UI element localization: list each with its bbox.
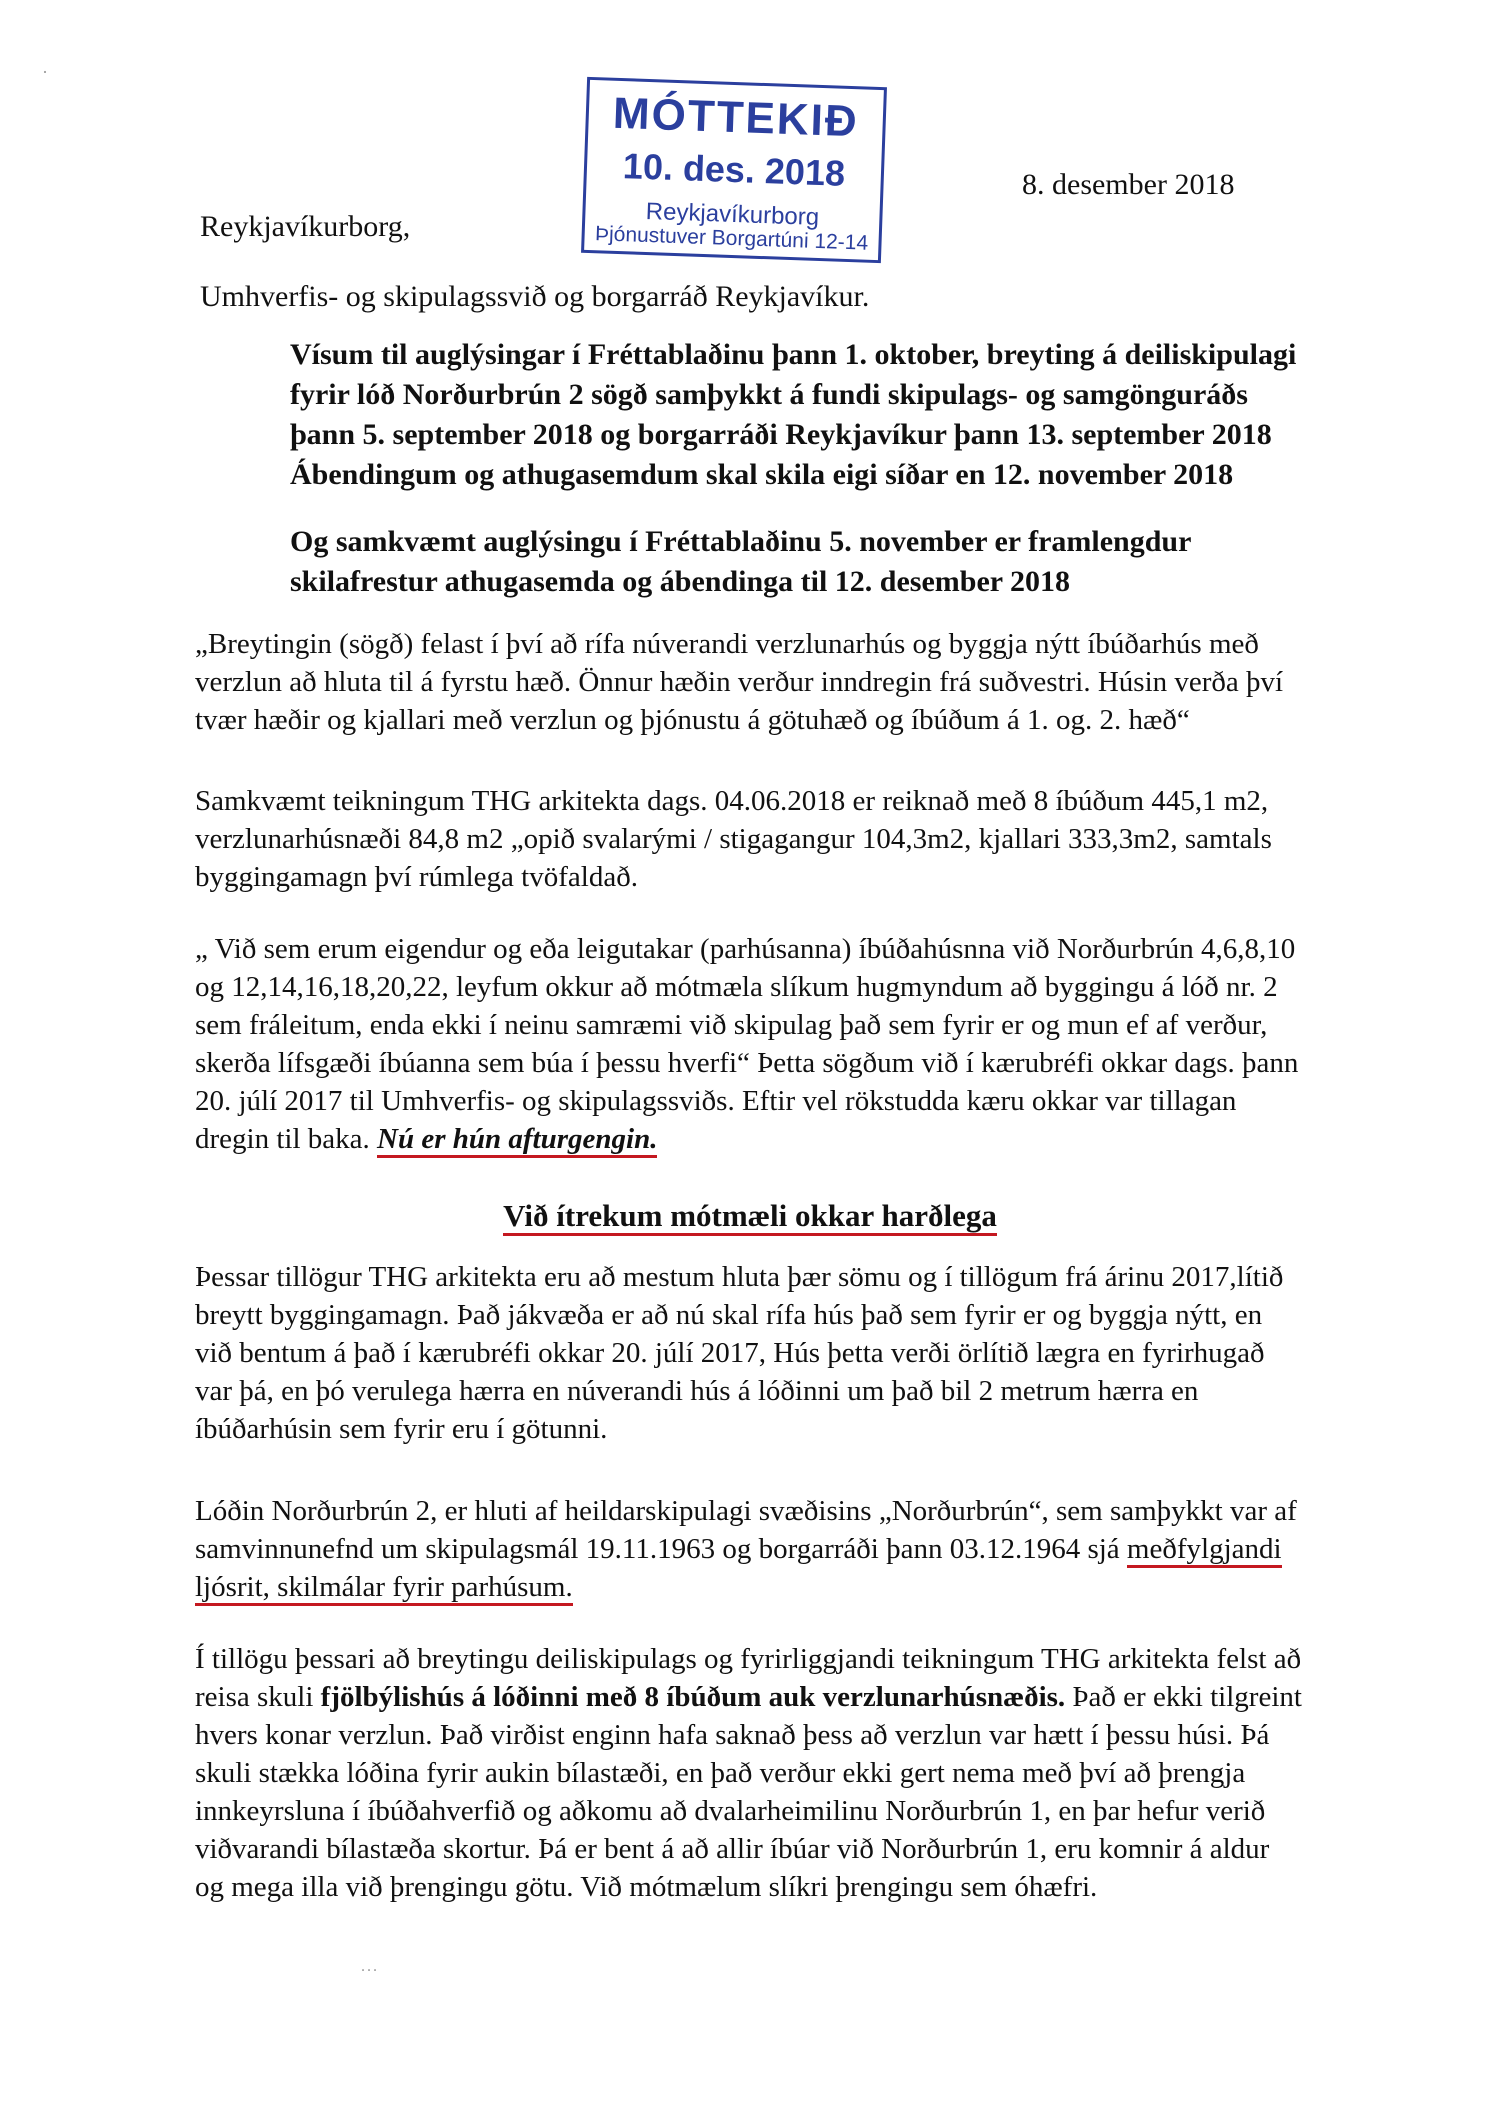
section-heading bbox=[0, 1198, 1500, 1234]
objection-paragraph bbox=[195, 930, 1305, 1158]
thg-paragraph: Þessar tillögur THG arkitekta eru að mestum hluta þær sömu og í tillögum frá árinu 2017,lítið breytt byggingamagn. Það jákvæða er að nú skal rífa hús það sem fyrir er og byggja nýtt, en við bentum á það í kærubréfi okkar 20. júlí 2017, Hús þetta verði örlítið lægra en fyrirhugað var þá, en þó verulega hærra en núverandi hús á lóðinni um það bil 2 metrum hærra en íbúðarhúsin sem fyrir eru í götunni. bbox=[195, 1261, 1284, 1445]
stamp-org: Reykjavíkurborg bbox=[645, 197, 820, 231]
reference-paragraph: Vísum til auglýsingar í Fréttablaðinu þann 1. oktober, breyting á deiliskipulagi fyrir lóð Norðurbrún 2 sögð samþykkt á fundi skipulags- og samgönguráðs þann 5. september 2018 og borgarráði Reykjavíkur þann 13. september 2018 Ábendingum og athugasemdum skal skila eigi síðar en 12. november 2018 bbox=[290, 338, 1297, 491]
scan-speck: · bbox=[42, 62, 48, 82]
letter-date: 8. desember 2018 bbox=[1022, 168, 1235, 201]
recipient: Reykjavíkurborg, bbox=[200, 210, 411, 243]
section-heading-text: Við ítrekum mótmæli okkar harðlega bbox=[503, 1198, 997, 1236]
scan-smudge: ˙˙˙ bbox=[360, 1965, 378, 1985]
department: Umhverfis- og skipulagssvið og borgarráð Reykjavíkur. bbox=[200, 280, 870, 313]
stamp-date: 10. des. 2018 bbox=[622, 145, 846, 194]
drawings-paragraph: Samkvæmt teikningum THG arkitekta dags. 04.06.2018 er reiknað með 8 íbúðum 445,1 m2, verzlunarhúsnæði 84,8 m2 „opið svalarými / stigagangur 104,3m2, kjallari 333,3m2, samtals byggingamagn því rúmlega tvöfaldað. bbox=[195, 785, 1272, 893]
stamp-title: MÓTTEKIÐ bbox=[612, 88, 860, 147]
objection-text: „ Við sem erum eigendur og eða leigutakar (parhúsanna) íbúðahúsnna við Norðurbrún 4,6,8,10 og 12,14,16,18,20,22, leyfum okkur að mótmæla slíkum hugmyndum að byggingu á lóð nr. 2 sem fráleitum, enda ekki í neinu samræmi við skipulag það sem fyrir er og mun ef af verður, skerða lífsgæði íbúanna sem búa í þessu hverfi“ Þetta sögðum við í kærubréfi okkar dags. þann 20. júlí 2017 til Umhverfis- og skipulagssviðs. Eftir vel rökstudda kæru okkar var tillagan dregin til baka. bbox=[195, 933, 1299, 1155]
objection-emphasis: Nú er hún afturgengin. bbox=[377, 1123, 657, 1158]
proposal-bold: fjölbýlishús á lóðinni með 8 íbúðum auk verzlunarhúsnæðis. bbox=[320, 1681, 1066, 1713]
quote-paragraph: „Breytingin (sögð) felast í því að rífa núverandi verzlunarhús og byggja nýtt íbúðarhús með verzlun að hluta til á fyrstu hæð. Önnur hæðin verður inndregin frá suðvestri. Húsin verða því tvær hæðir og kjallari með verzlun og þjónustu á götuhæð og íbúðum á 1. og. 2. hæð“ bbox=[195, 628, 1284, 736]
proposal-end: Það er ekki tilgreint hvers konar verzlun. Það virðist enginn hafa saknað þess að verzlun var hætt í þessu húsi. Þá skuli stækka lóðina fyrir aukin bílastæði, en það verður ekki gert nema með því að þrengja innkeyrsluna í íbúðahverfið og aðkomu að dvalarheimilinu Norðurbrún 1, en þar hefur verið viðvarandi bílastæða skortur. Þá er bent á að allir íbúar við Norðurbrún 1, eru komnir á aldur og mega illa við þrengingu götu. Við mótmælum slíkri þrengingu sem óhæfri. bbox=[195, 1681, 1302, 1903]
plan-paragraph bbox=[195, 1492, 1305, 1606]
extension-paragraph: Og samkvæmt auglýsingu í Fréttablaðinu 5. november er framlengdur skilafrestur athugasemda og ábendinga til 12. desember 2018 bbox=[290, 525, 1191, 598]
proposal-start: Í tillögu þessari að breytingu deiliskipulags og fyrirliggjandi teikningum THG arkitekta felst að reisa skuli bbox=[195, 1643, 1302, 1713]
received-stamp bbox=[581, 77, 887, 263]
plan-link: meðfylgjandi ljósrit, skilmálar fyrir parhúsum. bbox=[195, 1533, 1282, 1606]
proposal-paragraph bbox=[195, 1640, 1305, 1906]
stamp-location: Þjónustuver Borgartúni 12-14 bbox=[594, 222, 869, 255]
plan-text: Lóðin Norðurbrún 2, er hluti af heildarskipulagi svæðisins „Norðurbrún“, sem samþykkt var af samvinnunefnd um skipulagsmál 19.11.1963 og borgarráði þann 03.12.1964 sjá bbox=[195, 1495, 1297, 1565]
